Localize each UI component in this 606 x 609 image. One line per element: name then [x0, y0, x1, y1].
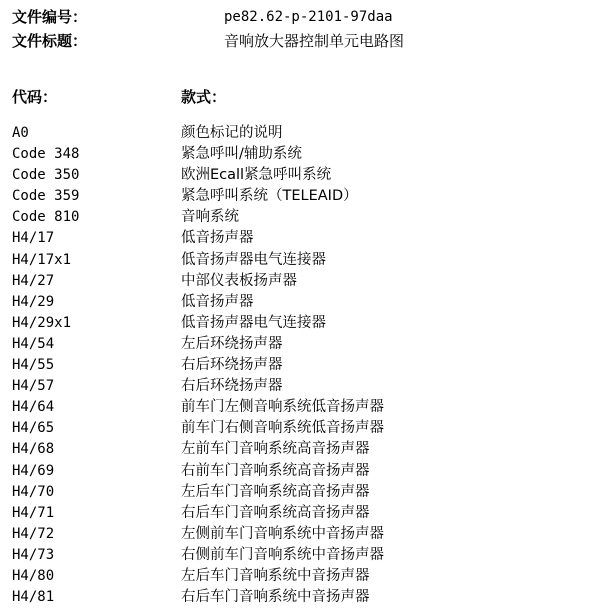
row-description: 低音扬声器	[181, 293, 254, 310]
row-code: H4/81	[12, 589, 55, 606]
row-description: 低音扬声器	[181, 230, 254, 247]
row-description: 中部仪表板扬声器	[181, 272, 297, 289]
row-code: H4/17	[12, 230, 55, 247]
row-description: 欧洲Ecall紧急呼叫系统	[181, 167, 332, 184]
table-row	[12, 524, 602, 545]
row-code: H4/72	[12, 525, 55, 542]
table-row	[12, 439, 602, 460]
row-description: 左侧前车门音响系统中音扬声器	[181, 525, 384, 542]
table-row	[12, 397, 602, 418]
row-description: 前车门左侧音响系统低音扬声器	[181, 399, 384, 416]
row-code: H4/54	[12, 335, 55, 352]
row-description: 左后车门音响系统中音扬声器	[181, 567, 370, 584]
row-description: 右后车门音响系统中音扬声器	[181, 589, 370, 606]
code-list	[12, 123, 602, 608]
row-description: 颜色标记的说明	[181, 125, 283, 141]
file-title-value: 音响放大器控制单元电路图	[224, 32, 405, 50]
table-row	[12, 587, 602, 608]
row-code: H4/70	[12, 483, 55, 500]
table-row	[12, 292, 602, 313]
table-row	[12, 566, 602, 587]
row-code: H4/64	[12, 399, 55, 416]
table-row	[12, 313, 602, 334]
row-code: A0	[12, 125, 29, 141]
style-column-header: 款式：	[181, 88, 227, 106]
row-code: H4/65	[12, 420, 55, 437]
table-row	[12, 207, 602, 228]
row-code: H4/68	[12, 441, 55, 458]
row-description: 低音扬声器电气连接器	[181, 251, 326, 268]
table-row	[12, 355, 602, 376]
row-description: 左后环绕扬声器	[181, 335, 283, 352]
file-title-label: 文件标题：	[12, 32, 88, 50]
table-row	[12, 545, 602, 566]
row-code: H4/17x1	[12, 251, 72, 268]
row-description: 左后车门音响系统高音扬声器	[181, 483, 370, 500]
row-code: Code 359	[12, 188, 80, 205]
row-code: Code 348	[12, 146, 80, 163]
table-row	[12, 144, 602, 165]
row-code: Code 350	[12, 167, 80, 184]
table-row	[12, 250, 602, 271]
table-row	[12, 186, 602, 207]
row-code: H4/73	[12, 546, 55, 563]
file-number-value: pe82.62-p-2101-97daa	[224, 9, 393, 25]
row-code: H4/71	[12, 504, 55, 521]
table-row	[12, 165, 602, 186]
row-code: H4/27	[12, 272, 55, 289]
row-description: 右侧前车门音响系统中音扬声器	[181, 546, 384, 563]
table-row	[12, 482, 602, 503]
table-row	[12, 418, 602, 439]
table-row	[12, 334, 602, 355]
table-row	[12, 503, 602, 524]
row-code: H4/57	[12, 378, 55, 395]
row-description: 右后环绕扬声器	[181, 357, 283, 374]
row-description: 右后环绕扬声器	[181, 378, 283, 395]
row-description: 左前车门音响系统高音扬声器	[181, 441, 370, 458]
row-code: H4/29	[12, 293, 55, 310]
row-description: 低音扬声器电气连接器	[181, 314, 326, 331]
table-row	[12, 461, 602, 482]
row-code: Code 810	[12, 209, 80, 226]
row-description: 前车门右侧音响系统低音扬声器	[181, 420, 384, 437]
row-code: H4/55	[12, 357, 55, 374]
row-code: H4/69	[12, 462, 55, 479]
row-description: 音响系统	[181, 209, 239, 226]
file-number-label: 文件编号：	[12, 8, 88, 26]
row-description: 紧急呼叫/辅助系统	[181, 146, 302, 163]
row-description: 右前车门音响系统高音扬声器	[181, 462, 370, 479]
table-row	[12, 228, 602, 249]
row-description: 右后车门音响系统高音扬声器	[181, 504, 370, 521]
code-column-header: 代码：	[12, 88, 58, 106]
table-row	[12, 271, 602, 292]
row-code: H4/80	[12, 567, 55, 584]
table-row	[12, 376, 602, 397]
table-row	[12, 123, 602, 144]
row-code: H4/29x1	[12, 314, 72, 331]
row-description: 紧急呼叫系统（TELEAID）	[181, 188, 358, 205]
